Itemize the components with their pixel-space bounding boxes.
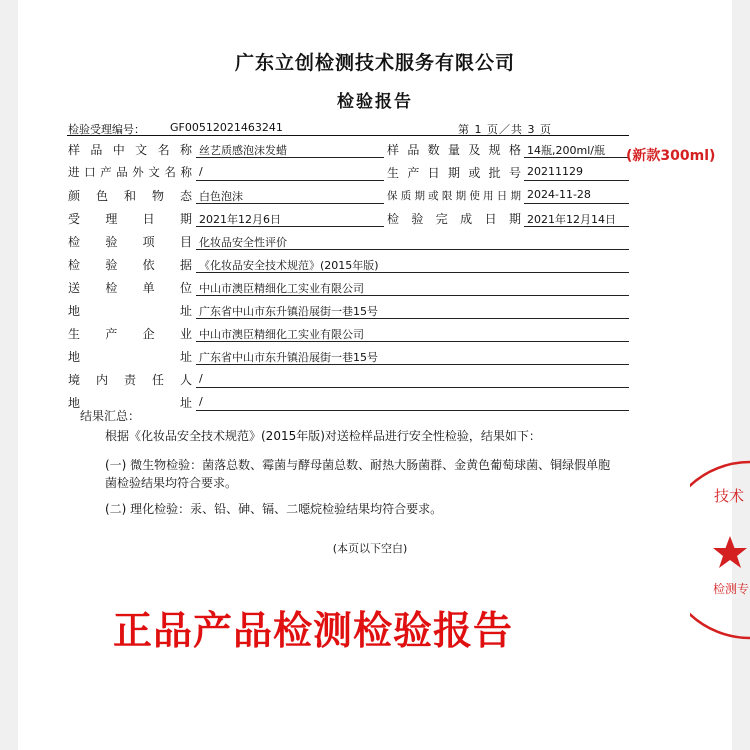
- field-label-cn-name: 样 品 中 文 名 称: [68, 143, 192, 157]
- stamp-text-top: 技术: [714, 487, 745, 505]
- field-value-producer-addr: 广东省中山市东升镇沿展街一巷15号: [199, 351, 378, 364]
- summary-heading: 结果汇总：: [80, 409, 141, 423]
- summary-intro: 根据《化妆品安全技术规范》(2015年版)对送检样品进行安全性检验，结果如下：: [105, 429, 541, 443]
- new-version-tag: (新款300ml): [626, 148, 716, 164]
- row-line: [524, 203, 629, 204]
- row-line: [196, 157, 384, 158]
- field-value-domestic: /: [199, 372, 203, 385]
- field-value-sender-addr: 广东省中山市东升镇沿展街一巷15号: [199, 305, 378, 318]
- summary-chem: (二) 理化检验：汞、铅、砷、镉、二噁烷检验结果均符合要求。: [105, 502, 443, 516]
- field-label-qty: 样 品 数 量 及 规 格: [387, 143, 521, 157]
- accept-number: GF00512021463241: [170, 121, 283, 134]
- promo-watermark: 正品产品检测检验报告: [113, 609, 514, 654]
- stamp-text-bottom: 检测专: [713, 582, 750, 596]
- field-label-shelf: 保 质 期 或 限 期 使 用 日 期: [387, 190, 521, 202]
- meta-underline: [67, 135, 629, 136]
- field-value-shelf: 2024-11-28: [527, 188, 591, 201]
- field-value-basis: 《化妆品安全技术规范》(2015年版): [199, 259, 379, 272]
- field-label-producer-addr: 地 址: [68, 350, 192, 364]
- field-label-sender-addr: 地 址: [68, 304, 192, 318]
- field-label-item: 检 验 项 目: [68, 235, 192, 249]
- field-label-prod-date: 生 产 日 期 或 批 号: [387, 166, 521, 180]
- field-value-item: 化妆品安全性评价: [199, 236, 287, 249]
- field-value-color: 白色泡沫: [199, 190, 243, 203]
- row-line: [196, 341, 629, 342]
- field-value-finish-date: 2021年12月14日: [527, 213, 616, 226]
- page-indicator: 第 1 页／共 3 页: [458, 123, 552, 136]
- company-name: 广东立创检测技术服务有限公司: [234, 52, 515, 74]
- field-value-domestic-addr: /: [199, 395, 203, 408]
- row-line: [196, 203, 384, 204]
- field-value-producer: 中山市澳臣精细化工实业有限公司: [199, 328, 364, 341]
- row-line: [196, 387, 629, 388]
- summary-micro-line2: 菌检验结果均符合要求。: [105, 476, 238, 490]
- field-value-accept-date: 2021年12月6日: [199, 213, 281, 226]
- field-label-finish-date: 检 验 完 成 日 期: [387, 212, 521, 226]
- field-label-sender: 送 检 单 位: [68, 281, 192, 295]
- summary-micro-line1: (一) 微生物检验：菌落总数、霉菌与酵母菌总数、耐热大肠菌群、金黄色葡萄球菌、铜绿假单胞: [105, 458, 611, 472]
- row-line: [196, 272, 629, 273]
- field-value-qty: 14瓶,200ml/瓶: [527, 144, 605, 157]
- field-label-domestic: 境 内 责 任 人: [68, 373, 192, 387]
- field-value-cn-name: 丝艺质感泡沫发蜡: [199, 144, 287, 157]
- star-icon: [713, 536, 747, 568]
- row-line: [524, 180, 629, 181]
- row-line: [196, 226, 384, 227]
- row-line: [196, 180, 384, 181]
- field-label-accept-date: 受 理 日 期: [68, 212, 192, 226]
- row-line: [196, 249, 629, 250]
- field-label-color: 颜 色 和 物 态: [68, 189, 192, 203]
- left-scan-edge: [0, 0, 18, 750]
- row-line: [196, 318, 629, 319]
- field-value-foreign-name: /: [199, 165, 203, 178]
- field-label-producer: 生 产 企 业: [68, 327, 192, 341]
- field-value-sender: 中山市澳臣精细化工实业有限公司: [199, 282, 364, 295]
- report-title: 检验报告: [337, 92, 413, 112]
- row-line: [524, 226, 629, 227]
- row-line: [196, 410, 629, 411]
- field-label-foreign-name: 进 口 产 品 外 文 名 称: [68, 165, 192, 179]
- row-line: [196, 295, 629, 296]
- field-label-domestic-addr: 地 址: [68, 396, 192, 410]
- row-line: [524, 157, 629, 158]
- field-value-prod-date: 20211129: [527, 165, 583, 178]
- accept-number-label: 检验受理编号：: [68, 123, 145, 136]
- blank-notice: (本页以下空白): [332, 542, 408, 555]
- field-label-basis: 检 验 依 据: [68, 258, 192, 272]
- row-line: [196, 364, 629, 365]
